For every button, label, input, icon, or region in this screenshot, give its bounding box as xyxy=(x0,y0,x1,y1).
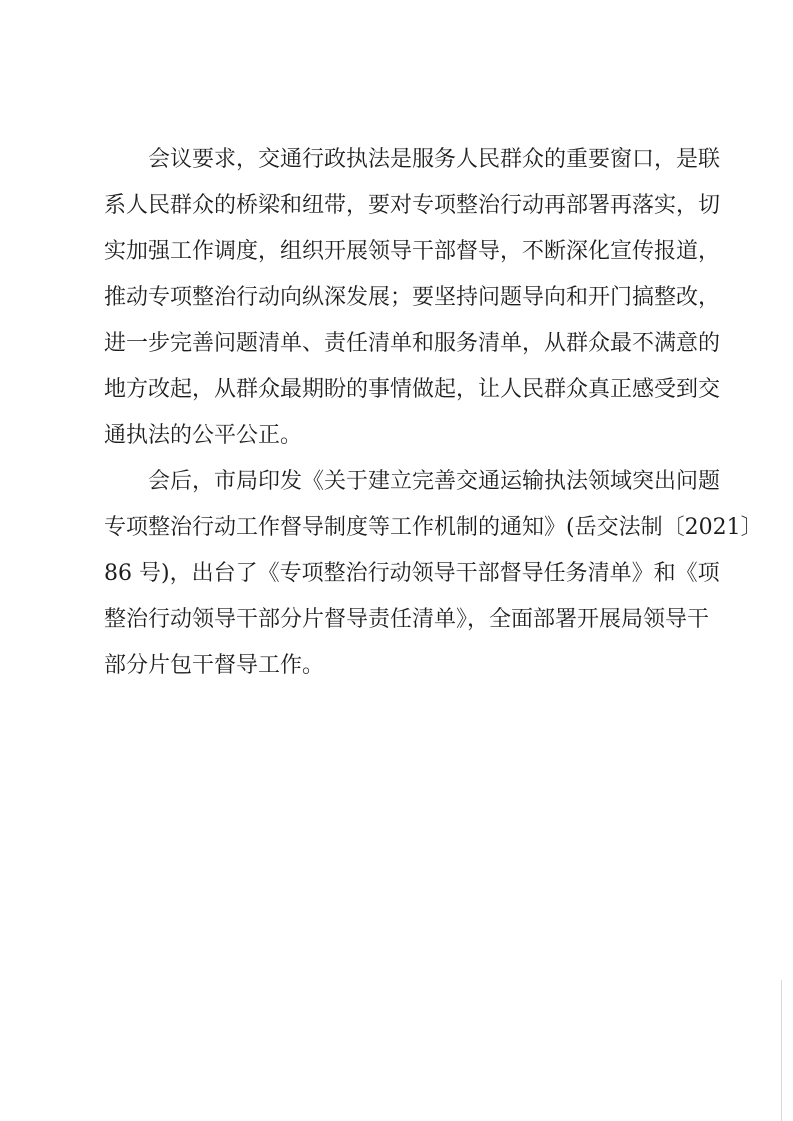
scan-edge-line xyxy=(781,980,782,1121)
text-line: 部分片包干督导工作。 xyxy=(104,653,325,678)
text-line: 会议要求，交通行政执法是服务人民群众的重要窗口，是联 xyxy=(148,147,721,172)
text-line: 地方改起，从群众最期盼的事情做起，让人民群众真正感受到交 xyxy=(104,377,721,402)
text-line: 整治行动领导干部分片督导责任清单》，全面部署开展局领导干 xyxy=(104,607,710,632)
text-line: 进一步完善问题清单、责任清单和服务清单，从群众最不满意的 xyxy=(104,331,721,356)
text-line: 会后，市局印发《关于建立完善交通运输执法领域突出问题 xyxy=(148,469,721,494)
text-line: 系人民群众的桥梁和纽带，要对专项整治行动再部署再落实，切 xyxy=(104,193,721,218)
text-line: 实加强工作调度，组织开展领导干部督导，不断深化宣传报道， xyxy=(104,239,721,264)
text-line: 通执法的公平公正。 xyxy=(104,423,303,448)
text-line: 86 号)，出台了《专项整治行动领导干部督导任务清单》和《项 xyxy=(104,561,720,586)
text-line: 专项整治行动工作督导制度等工作机制的通知》(岳交法制〔2021〕 xyxy=(104,515,763,540)
text-line: 推动专项整治行动向纵深发展；要坚持问题导向和开门搞整改， xyxy=(104,285,721,310)
